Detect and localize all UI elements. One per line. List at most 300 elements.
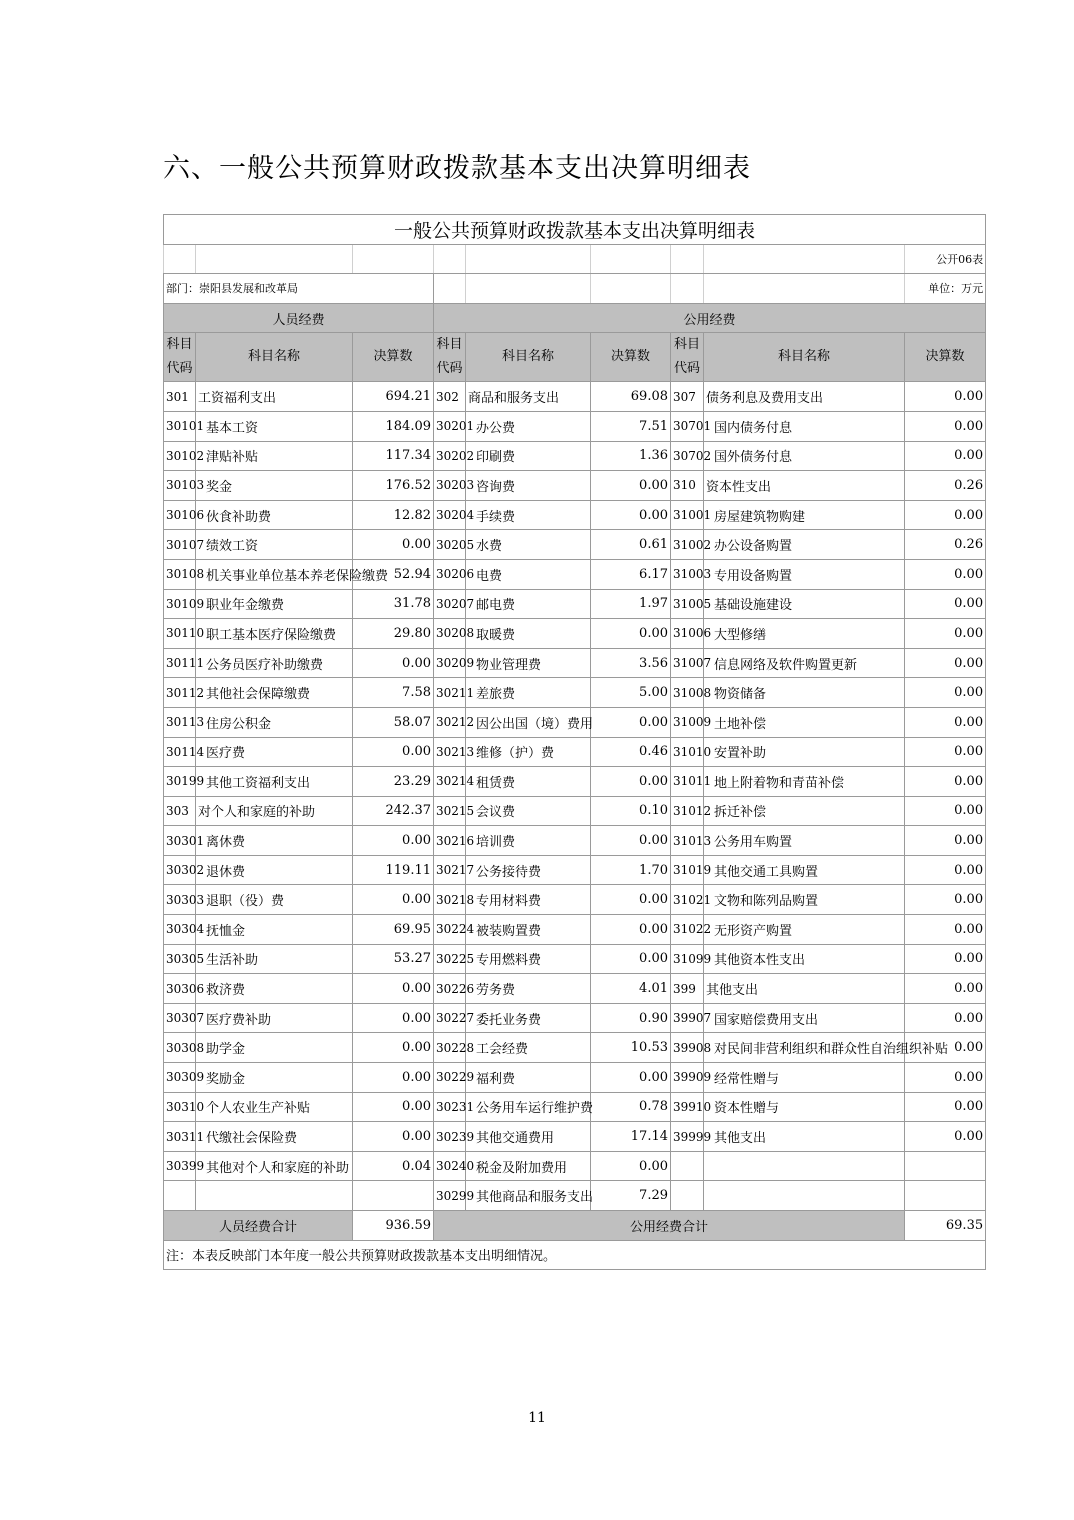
cell-amount: 0.00 <box>905 796 986 826</box>
cell-name: 奖金 <box>196 471 353 501</box>
cell-amount: 69.08 <box>591 382 671 412</box>
cell-name: 住房公积金 <box>196 707 353 737</box>
cell-amount: 0.00 <box>905 678 986 708</box>
cell-amount: 31.78 <box>353 589 434 619</box>
cell-amount: 0.04 <box>353 1151 434 1181</box>
cell-code: 30217 <box>434 855 466 885</box>
cell-name: 拆迁补偿 <box>704 796 905 826</box>
cell-amount: 0.00 <box>905 500 986 530</box>
cell-amount: 0.00 <box>353 737 434 767</box>
cell-name: 水费 <box>466 530 591 560</box>
cell-name: 地上附着物和青苗补偿 <box>704 767 905 797</box>
cell-name: 抚恤金 <box>196 915 353 945</box>
cell-code: 39910 <box>671 1092 704 1122</box>
cell-name: 职工基本医疗保险缴费 <box>196 619 353 649</box>
cell-name: 培训费 <box>466 826 591 856</box>
cell-name: 邮电费 <box>466 589 591 619</box>
cell-name: 信息网络及软件购置更新 <box>704 648 905 678</box>
cell-code: 31013 <box>671 826 704 856</box>
cell-amount: 0.26 <box>905 530 986 560</box>
cell-amount: 0.00 <box>591 500 671 530</box>
cell-code: 30202 <box>434 441 466 471</box>
cell-code: 30218 <box>434 885 466 915</box>
cell-name: 其他对个人和家庭的补助 <box>196 1151 353 1181</box>
cell-code: 31006 <box>671 619 704 649</box>
cell-code: 307 <box>671 382 704 412</box>
cell-amount: 17.14 <box>591 1122 671 1152</box>
cell-name: 医疗费 <box>196 737 353 767</box>
cell-code: 30216 <box>434 826 466 856</box>
cell-name: 津贴补贴 <box>196 441 353 471</box>
cell-code: 31010 <box>671 737 704 767</box>
cell-code: 30307 <box>164 1003 196 1033</box>
cell-code: 30113 <box>164 707 196 737</box>
cell-name: 物资储备 <box>704 678 905 708</box>
cell-code: 30227 <box>434 1003 466 1033</box>
cell-amount: 0.00 <box>905 855 986 885</box>
cell-name: 绩效工资 <box>196 530 353 560</box>
table-row <box>164 1033 986 1063</box>
group-public-header: 公用经费 <box>434 303 986 333</box>
total-public-value: 69.35 <box>905 1211 986 1241</box>
cell-name <box>196 1181 353 1211</box>
cell-amount: 0.00 <box>905 441 986 471</box>
cell-name: 被装购置费 <box>466 915 591 945</box>
cell-code: 31022 <box>671 915 704 945</box>
cell-name: 个人农业生产补贴 <box>196 1092 353 1122</box>
table-row <box>164 885 986 915</box>
cell-amount: 184.09 <box>353 411 434 441</box>
cell-amount: 0.00 <box>353 1063 434 1093</box>
table-row <box>164 589 986 619</box>
cell-name: 专用燃料费 <box>466 944 591 974</box>
table-row <box>164 471 986 501</box>
table-note: 注：本表反映部门本年度一般公共预算财政拨款基本支出明细情况。 <box>164 1240 986 1270</box>
cell-code: 30101 <box>164 411 196 441</box>
cell-name: 其他交通费用 <box>466 1122 591 1152</box>
table-row <box>164 1092 986 1122</box>
cell-code: 30208 <box>434 619 466 649</box>
page-heading: 六、一般公共预算财政拨款基本支出决算明细表 <box>163 153 751 184</box>
cell-amount: 0.00 <box>591 471 671 501</box>
group-personnel-header: 人员经费 <box>164 303 434 333</box>
cell-code: 30305 <box>164 944 196 974</box>
cell-amount: 5.00 <box>591 678 671 708</box>
cell-amount: 0.00 <box>591 1151 671 1181</box>
cell-name: 其他交通工具购置 <box>704 855 905 885</box>
col-amount-header: 决算数 <box>353 333 434 382</box>
cell-amount: 7.58 <box>353 678 434 708</box>
table-row <box>164 648 986 678</box>
cell-amount: 3.56 <box>591 648 671 678</box>
cell-amount <box>905 1151 986 1181</box>
table-row <box>164 619 986 649</box>
cell-amount: 0.10 <box>591 796 671 826</box>
cell-code: 30231 <box>434 1092 466 1122</box>
col-code-header: 科目代码 <box>671 333 704 382</box>
cell-code: 30211 <box>434 678 466 708</box>
cell-name: 维修（护）费 <box>466 737 591 767</box>
cell-code: 30110 <box>164 619 196 649</box>
cell-amount: 1.97 <box>591 589 671 619</box>
total-personnel-label: 人员经费合计 <box>164 1211 353 1241</box>
cell-amount: 0.00 <box>591 767 671 797</box>
cell-name: 因公出国（境）费用 <box>466 707 591 737</box>
cell-code: 30205 <box>434 530 466 560</box>
cell-name: 手续费 <box>466 500 591 530</box>
col-amount-header: 决算数 <box>905 333 986 382</box>
budget-table-container <box>163 214 985 1270</box>
cell-name <box>704 1151 905 1181</box>
cell-code: 30106 <box>164 500 196 530</box>
cell-name: 电费 <box>466 559 591 589</box>
cell-code: 30226 <box>434 974 466 1004</box>
cell-amount: 23.29 <box>353 767 434 797</box>
cell-name: 对民间非营利组织和群众性自治组织补贴 <box>704 1033 905 1063</box>
cell-amount: 0.00 <box>905 944 986 974</box>
cell-code <box>671 1151 704 1181</box>
cell-amount: 0.00 <box>905 411 986 441</box>
table-row <box>164 915 986 945</box>
table-row <box>164 500 986 530</box>
cell-amount: 0.00 <box>905 648 986 678</box>
cell-code: 30108 <box>164 559 196 589</box>
cell-name: 专用设备购置 <box>704 559 905 589</box>
cell-amount: 0.00 <box>905 707 986 737</box>
cell-name: 税金及附加费用 <box>466 1151 591 1181</box>
cell-name: 退职（役）费 <box>196 885 353 915</box>
cell-code: 30225 <box>434 944 466 974</box>
col-name-header: 科目名称 <box>196 333 353 382</box>
cell-name: 印刷费 <box>466 441 591 471</box>
cell-code: 30304 <box>164 915 196 945</box>
cell-code: 30309 <box>164 1063 196 1093</box>
cell-name: 会议费 <box>466 796 591 826</box>
cell-amount: 29.80 <box>353 619 434 649</box>
cell-code: 31019 <box>671 855 704 885</box>
cell-amount: 10.53 <box>591 1033 671 1063</box>
cell-code: 31002 <box>671 530 704 560</box>
cell-code: 31001 <box>671 500 704 530</box>
cell-code: 30229 <box>434 1063 466 1093</box>
cell-code: 30224 <box>434 915 466 945</box>
table-title: 一般公共预算财政拨款基本支出决算明细表 <box>164 215 986 245</box>
total-public-label: 公用经费合计 <box>434 1211 905 1241</box>
col-name-header: 科目名称 <box>704 333 905 382</box>
cell-amount: 0.00 <box>905 1122 986 1152</box>
cell-amount: 0.00 <box>591 707 671 737</box>
cell-amount: 0.00 <box>905 1003 986 1033</box>
table-row <box>164 855 986 885</box>
cell-name <box>704 1181 905 1211</box>
table-row <box>164 382 986 412</box>
cell-code: 30102 <box>164 441 196 471</box>
cell-amount: 0.00 <box>905 885 986 915</box>
cell-amount: 0.26 <box>905 471 986 501</box>
cell-amount: 0.00 <box>905 826 986 856</box>
cell-amount: 0.00 <box>353 1003 434 1033</box>
cell-name: 资本性支出 <box>704 471 905 501</box>
cell-name: 土地补偿 <box>704 707 905 737</box>
cell-name: 物业管理费 <box>466 648 591 678</box>
cell-amount: 0.00 <box>591 885 671 915</box>
cell-code: 30702 <box>671 441 704 471</box>
table-row <box>164 944 986 974</box>
cell-name: 其他资本性支出 <box>704 944 905 974</box>
cell-amount: 0.00 <box>905 589 986 619</box>
cell-name: 其他支出 <box>704 1122 905 1152</box>
cell-code: 30302 <box>164 855 196 885</box>
cell-amount: 119.11 <box>353 855 434 885</box>
cell-code: 303 <box>164 796 196 826</box>
cell-name: 职业年金缴费 <box>196 589 353 619</box>
cell-name: 退休费 <box>196 855 353 885</box>
table-row <box>164 707 986 737</box>
cell-amount: 0.00 <box>591 944 671 974</box>
cell-name: 租赁费 <box>466 767 591 797</box>
cell-code: 30206 <box>434 559 466 589</box>
cell-amount: 0.00 <box>905 915 986 945</box>
table-row <box>164 1181 986 1211</box>
cell-name: 伙食补助费 <box>196 500 353 530</box>
cell-code: 30213 <box>434 737 466 767</box>
table-row <box>164 767 986 797</box>
cell-name: 资本性赠与 <box>704 1092 905 1122</box>
cell-name: 其他支出 <box>704 974 905 1004</box>
table-row <box>164 737 986 767</box>
cell-code: 31003 <box>671 559 704 589</box>
cell-name: 国家赔偿费用支出 <box>704 1003 905 1033</box>
cell-code: 30114 <box>164 737 196 767</box>
cell-amount: 0.90 <box>591 1003 671 1033</box>
cell-code: 30299 <box>434 1181 466 1211</box>
cell-amount: 0.00 <box>905 1063 986 1093</box>
cell-amount: 0.00 <box>353 885 434 915</box>
cell-name: 房屋建筑物购建 <box>704 500 905 530</box>
cell-name: 大型修缮 <box>704 619 905 649</box>
cell-code: 39908 <box>671 1033 704 1063</box>
cell-amount: 4.01 <box>591 974 671 1004</box>
table-row <box>164 1063 986 1093</box>
cell-code: 31011 <box>671 767 704 797</box>
table-row <box>164 559 986 589</box>
page-number: 11 <box>528 1410 546 1426</box>
cell-amount: 0.00 <box>353 648 434 678</box>
cell-amount <box>353 1181 434 1211</box>
cell-amount: 0.00 <box>591 915 671 945</box>
cell-amount: 242.37 <box>353 796 434 826</box>
cell-amount: 0.00 <box>353 974 434 1004</box>
cell-code: 30306 <box>164 974 196 1004</box>
cell-code <box>671 1181 704 1211</box>
cell-code: 30308 <box>164 1033 196 1063</box>
cell-code: 30239 <box>434 1122 466 1152</box>
cell-amount: 0.00 <box>905 767 986 797</box>
cell-code: 30215 <box>434 796 466 826</box>
cell-amount: 0.00 <box>905 974 986 1004</box>
cell-code: 31009 <box>671 707 704 737</box>
cell-amount: 0.00 <box>353 1122 434 1152</box>
cell-amount: 0.00 <box>591 826 671 856</box>
cell-code: 301 <box>164 382 196 412</box>
cell-amount: 53.27 <box>353 944 434 974</box>
cell-code: 31005 <box>671 589 704 619</box>
cell-name: 办公设备购置 <box>704 530 905 560</box>
cell-code: 39999 <box>671 1122 704 1152</box>
cell-name: 委托业务费 <box>466 1003 591 1033</box>
cell-code: 302 <box>434 382 466 412</box>
cell-name: 公务用车购置 <box>704 826 905 856</box>
cell-amount: 1.70 <box>591 855 671 885</box>
cell-amount: 0.00 <box>905 737 986 767</box>
cell-code: 30228 <box>434 1033 466 1063</box>
table-row <box>164 826 986 856</box>
cell-amount: 52.94 <box>353 559 434 589</box>
cell-name: 代缴社会保险费 <box>196 1122 353 1152</box>
cell-code: 310 <box>671 471 704 501</box>
table-row <box>164 1151 986 1181</box>
cell-amount: 7.29 <box>591 1181 671 1211</box>
cell-code: 30209 <box>434 648 466 678</box>
form-number: 公开06表 <box>905 244 986 274</box>
cell-name: 离休费 <box>196 826 353 856</box>
cell-code: 30301 <box>164 826 196 856</box>
cell-amount: 69.95 <box>353 915 434 945</box>
cell-name: 对个人和家庭的补助 <box>196 796 353 826</box>
total-personnel-value: 936.59 <box>353 1211 434 1241</box>
table-row <box>164 678 986 708</box>
cell-name: 其他社会保障缴费 <box>196 678 353 708</box>
cell-code: 30399 <box>164 1151 196 1181</box>
cell-code <box>164 1181 196 1211</box>
cell-name: 差旅费 <box>466 678 591 708</box>
cell-name: 福利费 <box>466 1063 591 1093</box>
cell-code: 30207 <box>434 589 466 619</box>
cell-amount: 0.00 <box>591 1063 671 1093</box>
cell-code: 31099 <box>671 944 704 974</box>
col-amount-header: 决算数 <box>591 333 671 382</box>
cell-code: 31007 <box>671 648 704 678</box>
table-row <box>164 1122 986 1152</box>
cell-name: 生活补助 <box>196 944 353 974</box>
cell-amount: 0.00 <box>905 382 986 412</box>
cell-amount: 0.00 <box>905 1092 986 1122</box>
cell-amount: 0.00 <box>905 559 986 589</box>
cell-name: 公务员医疗补助缴费 <box>196 648 353 678</box>
cell-name: 工会经费 <box>466 1033 591 1063</box>
cell-code: 31021 <box>671 885 704 915</box>
cell-code: 30103 <box>164 471 196 501</box>
cell-name: 奖励金 <box>196 1063 353 1093</box>
cell-name: 经常性赠与 <box>704 1063 905 1093</box>
cell-name: 救济费 <box>196 974 353 1004</box>
cell-name: 工资福利支出 <box>196 382 353 412</box>
cell-amount: 0.00 <box>353 1092 434 1122</box>
cell-amount: 0.00 <box>905 619 986 649</box>
budget-detail-table <box>163 214 986 1270</box>
cell-code: 30111 <box>164 648 196 678</box>
cell-amount: 0.00 <box>905 1033 986 1063</box>
cell-name: 助学金 <box>196 1033 353 1063</box>
cell-name: 文物和陈列品购置 <box>704 885 905 915</box>
cell-name: 基础设施建设 <box>704 589 905 619</box>
cell-name: 取暖费 <box>466 619 591 649</box>
cell-amount: 12.82 <box>353 500 434 530</box>
cell-name: 公务用车运行维护费 <box>466 1092 591 1122</box>
cell-name: 其他商品和服务支出 <box>466 1181 591 1211</box>
cell-code: 39909 <box>671 1063 704 1093</box>
cell-name: 安置补助 <box>704 737 905 767</box>
table-row <box>164 974 986 1004</box>
col-name-header: 科目名称 <box>466 333 591 382</box>
cell-code: 30214 <box>434 767 466 797</box>
cell-name: 国外债务付息 <box>704 441 905 471</box>
cell-name: 医疗费补助 <box>196 1003 353 1033</box>
cell-code: 30112 <box>164 678 196 708</box>
cell-name: 基本工资 <box>196 411 353 441</box>
cell-name: 劳务费 <box>466 974 591 1004</box>
cell-code: 31008 <box>671 678 704 708</box>
cell-amount: 0.00 <box>591 619 671 649</box>
table-row <box>164 441 986 471</box>
cell-amount: 58.07 <box>353 707 434 737</box>
cell-name: 机关事业单位基本养老保险缴费 <box>196 559 353 589</box>
cell-amount <box>905 1181 986 1211</box>
col-code-header: 科目代码 <box>164 333 196 382</box>
cell-amount: 0.61 <box>591 530 671 560</box>
cell-amount: 0.00 <box>353 1033 434 1063</box>
cell-name: 国内债务付息 <box>704 411 905 441</box>
cell-amount: 694.21 <box>353 382 434 412</box>
cell-amount: 1.36 <box>591 441 671 471</box>
cell-amount: 0.78 <box>591 1092 671 1122</box>
cell-code: 30311 <box>164 1122 196 1152</box>
cell-name: 其他工资福利支出 <box>196 767 353 797</box>
table-row <box>164 796 986 826</box>
cell-code: 30203 <box>434 471 466 501</box>
cell-amount: 117.34 <box>353 441 434 471</box>
unit-label: 单位：万元 <box>905 274 986 304</box>
cell-amount: 0.46 <box>591 737 671 767</box>
cell-name: 办公费 <box>466 411 591 441</box>
cell-code: 30240 <box>434 1151 466 1181</box>
cell-amount: 0.00 <box>353 826 434 856</box>
cell-name: 专用材料费 <box>466 885 591 915</box>
cell-code: 30201 <box>434 411 466 441</box>
department-label: 部门：崇阳县发展和改革局 <box>164 274 434 304</box>
cell-amount: 0.00 <box>353 530 434 560</box>
cell-code: 30701 <box>671 411 704 441</box>
cell-name: 咨询费 <box>466 471 591 501</box>
cell-name: 公务接待费 <box>466 855 591 885</box>
cell-amount: 7.51 <box>591 411 671 441</box>
cell-code: 30212 <box>434 707 466 737</box>
col-code-header: 科目代码 <box>434 333 466 382</box>
table-row <box>164 1003 986 1033</box>
cell-code: 30109 <box>164 589 196 619</box>
cell-name: 商品和服务支出 <box>466 382 591 412</box>
cell-code: 30107 <box>164 530 196 560</box>
cell-code: 30303 <box>164 885 196 915</box>
cell-code: 30199 <box>164 767 196 797</box>
cell-amount: 176.52 <box>353 471 434 501</box>
cell-name: 债务利息及费用支出 <box>704 382 905 412</box>
cell-code: 30204 <box>434 500 466 530</box>
table-row <box>164 411 986 441</box>
cell-code: 31012 <box>671 796 704 826</box>
cell-name: 无形资产购置 <box>704 915 905 945</box>
cell-code: 30310 <box>164 1092 196 1122</box>
